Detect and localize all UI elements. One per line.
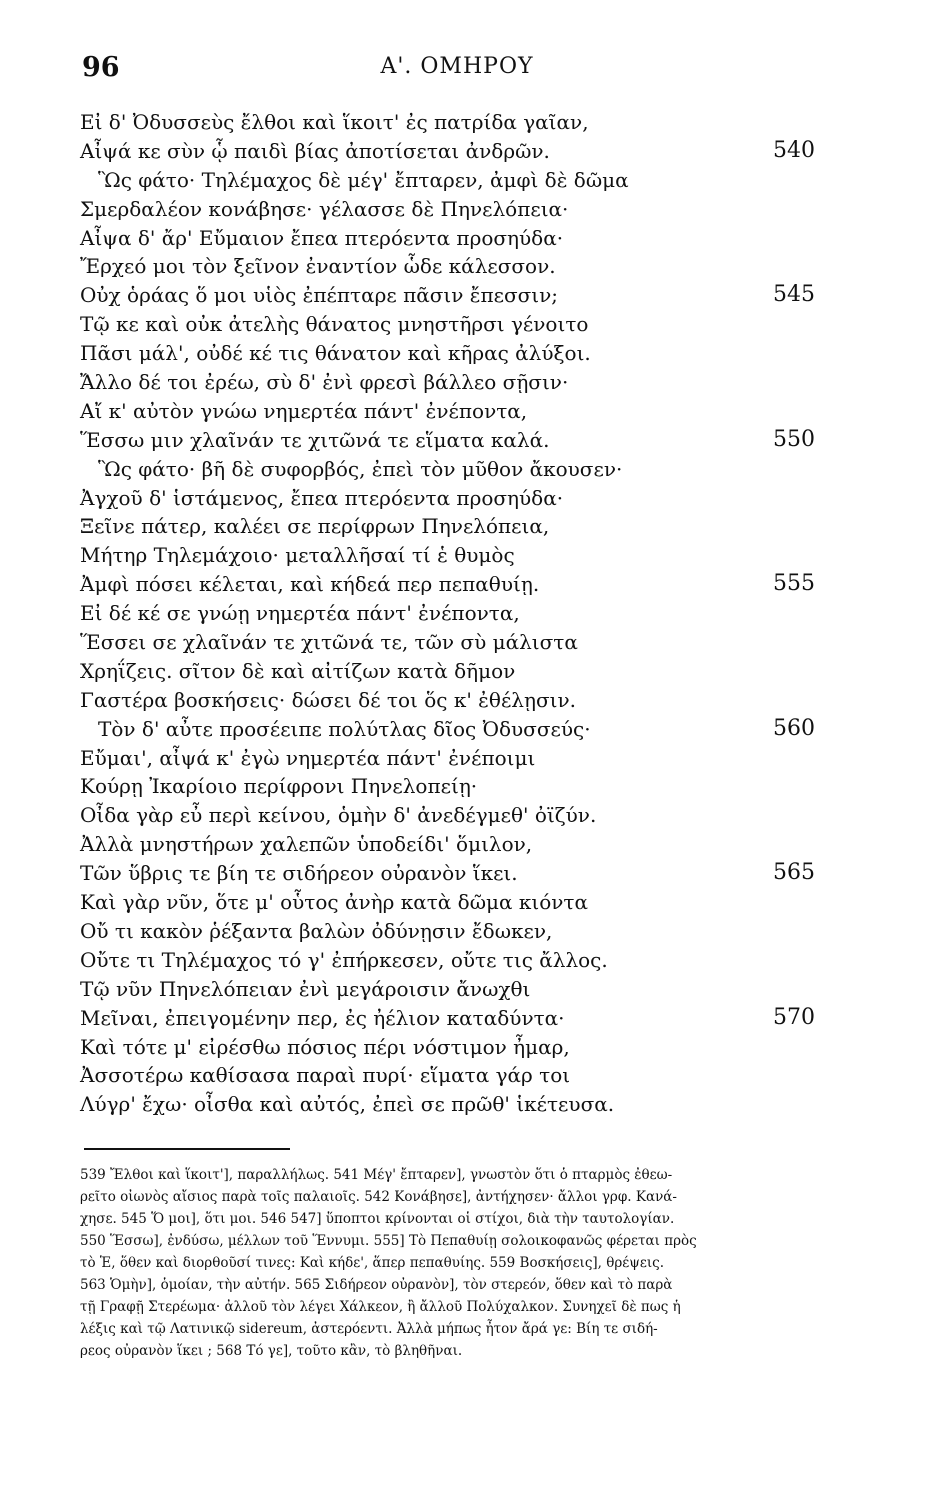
verse-text: Καὶ τότε μ' εἰρέσθω πόσιος πέρι νόστιμον ἦμαρ,: [80, 1034, 570, 1059]
verse-line: [80, 772, 840, 801]
page-number: 96: [82, 52, 120, 83]
footnote-line: χησε. 545 Ὅ μοι], ὅτι μοι. 546 547] ὕποπτοι κρίνονται οἱ στίχοι, διὰ τὴν ταυτολογίαν.: [80, 1211, 675, 1227]
verse-text: Τῷ νῦν Πηνελόπειαν ἐνὶ μεγάροισιν ἄνωχθι: [80, 976, 531, 1001]
verse-line: [80, 339, 840, 368]
verse-text: Ἀσσοτέρω καθίσασα παραὶ πυρί· εἵματα γάρ τοι: [80, 1063, 571, 1088]
verse-line: [80, 570, 840, 599]
verse-text: Τὸν δ' αὖτε προσέειπε πολύτλας δῖος Ὀδυσσεύς·: [98, 716, 591, 741]
line-number: 565: [773, 860, 815, 886]
verse-line: [80, 975, 840, 1004]
verse-line: [80, 310, 840, 339]
verse-line: [80, 1090, 840, 1119]
verse-text: Τῷ κε καὶ οὐκ ἀτελὴς θάνατος μνηστῆρσι γένοιτο: [80, 312, 589, 337]
verse-text: Λύγρ' ἔχω· οἶσθα καὶ αὐτός, ἐπεὶ σε πρῶθ' ἱκέτευσα.: [80, 1092, 615, 1117]
verse-line: [80, 397, 840, 426]
verse-text: Οἶδα γὰρ εὖ περὶ κείνου, ὁμὴν δ' ἀνεδέγμεθ' ὀϊζύν.: [80, 803, 597, 828]
verse-line: [80, 484, 840, 513]
verse-line: [80, 628, 840, 657]
verse-text: Ἄλλο δέ τοι ἐρέω, σὺ δ' ἐνὶ φρεσὶ βάλλεο σῇσιν·: [80, 370, 569, 395]
verse-text: Σμερδαλέον κονάβησε· γέλασσε δὲ Πηνελόπεια·: [80, 196, 569, 221]
verse-line: [80, 715, 840, 744]
verse-line: [80, 859, 840, 888]
verse-text: Γαστέρα βοσκήσεις· δώσει δέ τοι ὅς κ' ἐθέλῃσιν.: [80, 687, 576, 712]
line-number: 540: [773, 137, 815, 163]
verse-line: [80, 657, 840, 686]
verse-line: [80, 541, 840, 570]
verse-line: [80, 252, 840, 281]
verse-text: Αἶψά κε σὺν ᾧ παιδὶ βίας ἀποτίσεται ἀνδρῶν.: [80, 138, 550, 163]
verse-text: Πᾶσι μάλ', οὐδέ κέ τις θάνατον καὶ κῆρας ἀλύξοι.: [80, 341, 591, 366]
line-number: 545: [773, 282, 815, 308]
verse-line: [80, 1004, 840, 1033]
line-number: 555: [773, 571, 815, 597]
verse-line: [80, 946, 840, 975]
verse-line: [80, 108, 840, 137]
line-number: 570: [773, 1004, 815, 1030]
verse-text: Ἕσσω μιν χλαῖνάν τε χιτῶνά τε εἵματα καλά.: [80, 427, 550, 452]
verse-line: [80, 801, 840, 830]
verse-text: Χρηΐζεις. σῖτον δὲ καὶ αἰτίζων κατὰ δῆμον: [80, 658, 516, 683]
footnote-line: τῇ Γραφῇ Στερέωμα· ἀλλοῦ τὸν λέγει Χάλκεον, ἢ ἄλλοῦ Πολύχαλκον. Συνηχεῖ δὲ πως ἡ: [80, 1299, 681, 1315]
verse-text: Ἀγχοῦ δ' ἱστάμενος, ἔπεα πτερόεντα προσηύδα·: [80, 485, 564, 510]
verse-text: Αἶψα δ' ἄρ' Εὔμαιον ἔπεα πτερόεντα προσηύδα·: [80, 225, 564, 250]
footnotes-block: [80, 1164, 808, 1362]
verse-text: Ἀμφὶ πόσει κέλεται, καὶ κήδεά περ πεπαθυίῃ.: [80, 572, 540, 597]
verse-text: Ὣς φάτο· βῆ δὲ συφορβός, ἐπεὶ τὸν μῦθον ἄκουσεν·: [98, 456, 623, 481]
line-number: 560: [773, 715, 815, 741]
verse-text: Καὶ γὰρ νῦν, ὅτε μ' οὗτος ἀνὴρ κατὰ δῶμα κιόντα: [80, 890, 588, 915]
verse-line: [80, 686, 840, 715]
footnote-line: λέξις καὶ τῷ Λατινικῷ sidereum, ἀστερόεντι. Ἀλλὰ μήπως ἦτον ἄρά γε: Βίη τε σιδή-: [80, 1321, 658, 1337]
verse-text: Αἴ κ' αὐτὸν γνώω νημερτέα πάντ' ἐνέποντα,: [80, 398, 528, 423]
verse-line: [80, 455, 840, 484]
verse-line: [80, 195, 840, 224]
verse-line: [80, 888, 840, 917]
verse-text: Εἰ δ' Ὀδυσσεὺς ἔλθοι καὶ ἵκοιτ' ἐς πατρίδα γαῖαν,: [80, 110, 589, 134]
footnote-line: τὸ Ἑ, ὅθεν καὶ διορθοῦσί τινες: Καὶ κήδε', ἅπερ πεπαθυίης. 559 Βοσκήσεις], θρέψεις.: [80, 1255, 665, 1271]
verse-text: Ξεῖνε πάτερ, καλέει σε περίφρων Πηνελόπεια,: [80, 514, 550, 539]
verse-text: Ἔρχεό μοι τὸν ξεῖνον ἐναντίον ὧδε κάλεσσον.: [80, 254, 556, 279]
verse-text: Οὔ τι κακὸν ῥέξαντα βαλὼν ὀδύνῃσιν ἔδωκεν,: [80, 918, 553, 943]
verse-line: [80, 166, 840, 195]
verse-line: [80, 917, 840, 946]
footnote-line: ρεῖτο οἰωνὸς αἴσιος παρὰ τοῖς παλαιοῖς. 542 Κονάβησε], ἀντήχησεν· ἄλλοι γρφ. Κανά-: [80, 1189, 677, 1205]
footnote-line: 539 Ἔλθοι καὶ ἵκοιτ'], παραλλήλως. 541 Μέγ' ἔπταρεν], γνωστὸν ὅτι ὁ πταρμὸς ἐθεω-: [80, 1167, 673, 1183]
verse-line: [80, 224, 840, 253]
verse-text: Οὔτε τι Τηλέμαχος τό γ' ἐπήρκεσεν, οὔτε τις ἄλλος.: [80, 947, 608, 972]
footnote-divider: [84, 1148, 290, 1150]
verse-line: [80, 1061, 840, 1090]
running-title: Α'. ΟΜΗΡΟΥ: [380, 54, 534, 79]
verse-text: Εἰ δέ κέ σε γνώῃ νημερτέα πάντ' ἐνέποντα,: [80, 601, 520, 626]
verse-line: [80, 281, 840, 310]
verse-text: Τῶν ὕβρις τε βίη τε σιδήρεον οὐρανὸν ἵκει.: [80, 861, 518, 886]
verse-line: [80, 368, 840, 397]
footnote-line: 550 Ἕσσω], ἐνδύσω, μέλλων τοῦ Ἕννυμι. 555] Τὸ Πεπαθυίῃ σολοικοφανῶς φέρεται πρὸς: [80, 1233, 697, 1249]
verse-block: [80, 108, 840, 1119]
verse-line: [80, 426, 840, 455]
verse-line: [80, 744, 840, 773]
verse-line: [80, 512, 840, 541]
verse-line: [80, 599, 840, 628]
verse-text: Μεῖναι, ἐπειγομένην περ, ἐς ἠέλιον καταδύντα·: [80, 1005, 565, 1030]
verse-text: Ὣς φάτο· Τηλέμαχος δὲ μέγ' ἔπταρεν, ἀμφὶ δὲ δῶμα: [98, 167, 629, 192]
page-header: [82, 52, 832, 92]
verse-line: [80, 830, 840, 859]
verse-line: [80, 137, 840, 166]
verse-text: Εὔμαι', αἶψά κ' ἐγὼ νημερτέα πάντ' ἐνέποιμι: [80, 745, 536, 770]
footnote-line: 563 Ὁμὴν], ὁμοίαν, τὴν αὐτήν. 565 Σιδήρεον οὐρανὸν], τὸν στερεόν, ὅθεν καὶ τὸ παρὰ: [80, 1277, 673, 1293]
verse-text: Μήτηρ Τηλεμάχοιο· μεταλλῆσαί τί ἑ θυμὸς: [80, 543, 515, 568]
line-number: 550: [773, 426, 815, 452]
footnote-line: ρεος οὐρανὸν ἵκει ; 568 Τό γε], τοῦτο κἂν, τὸ βληθῆναι.: [80, 1343, 463, 1359]
verse-text: Οὐχ ὁράας ὅ μοι υἱὸς ἐπέπταρε πᾶσιν ἔπεσσιν;: [80, 283, 559, 308]
verse-text: Ἀλλὰ μνηστήρων χαλεπῶν ὑποδείδι' ὅμιλον,: [80, 832, 533, 857]
verse-text: Κούρῃ Ἰκαρίοιο περίφρονι Πηνελοπείῃ·: [80, 774, 478, 799]
verse-text: Ἕσσει σε χλαῖνάν τε χιτῶνά τε, τῶν σὺ μάλιστα: [80, 630, 578, 655]
verse-line: [80, 1033, 840, 1062]
